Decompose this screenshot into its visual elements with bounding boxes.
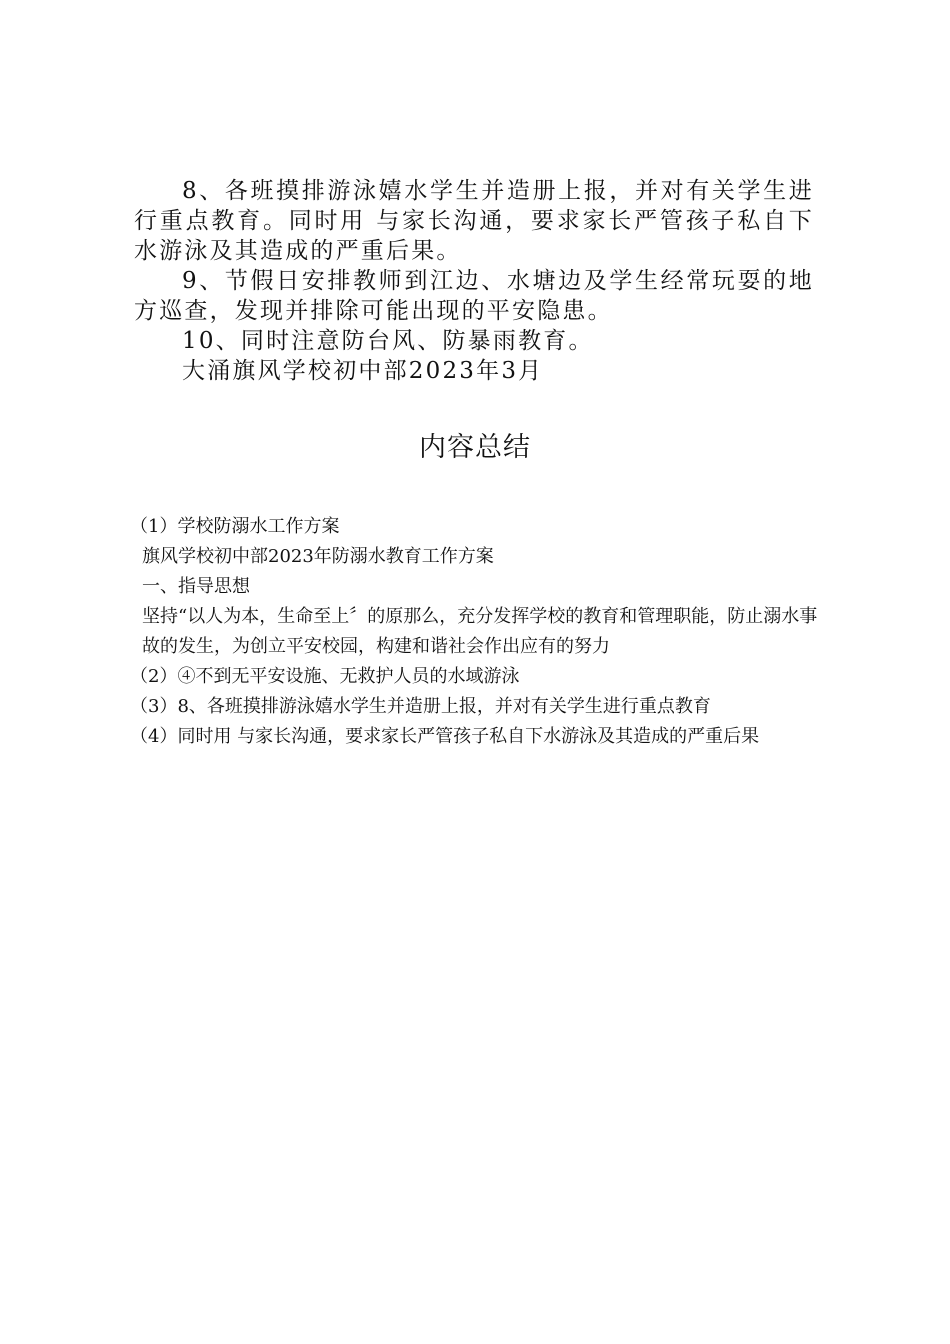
- paragraph-8: 8、各班摸排游泳嬉水学生并造册上报，并对有关学生进行重点教育。同时用 与家长沟通，要求家长严管孩子私自下水游泳及其造成的严重后果。: [134, 178, 814, 264]
- summary-guiding-heading: 一、指导思想: [142, 576, 250, 597]
- summary-item-4: （4）同时用 与家长沟通，要求家长严管孩子私自下水游泳及其造成的严重后果: [130, 726, 760, 747]
- summary-section: [130, 512, 824, 752]
- signature-line: 大涌旗风学校初中部2023年3月: [182, 358, 544, 384]
- document-body: [134, 176, 814, 386]
- summary-item-3: （3）8、各班摸排游泳嬉水学生并造册上报，并对有关学生进行重点教育: [130, 696, 711, 717]
- paragraph-9: 9、节假日安排教师到江边、水塘边及学生经常玩耍的地方巡查，发现并排除可能出现的平安隐患。: [134, 268, 814, 324]
- summary-guiding-text: 坚持“以人为本，生命至上〞的原那么，充分发挥学校的教育和管理职能，防止溺水事故的发生，为创立平安校园，构建和谐社会作出应有的努力: [142, 606, 818, 657]
- paragraph-10: 10、同时注意防台风、防暴雨教育。: [182, 328, 594, 354]
- summary-title: 内容总结: [419, 432, 531, 463]
- summary-item-1: （1）学校防溺水工作方案: [130, 516, 340, 537]
- summary-item-2: （2）④不到无平安设施、无救护人员的水域游泳: [130, 666, 520, 687]
- summary-plan-title: 旗风学校初中部2023年防溺水教育工作方案: [142, 546, 494, 567]
